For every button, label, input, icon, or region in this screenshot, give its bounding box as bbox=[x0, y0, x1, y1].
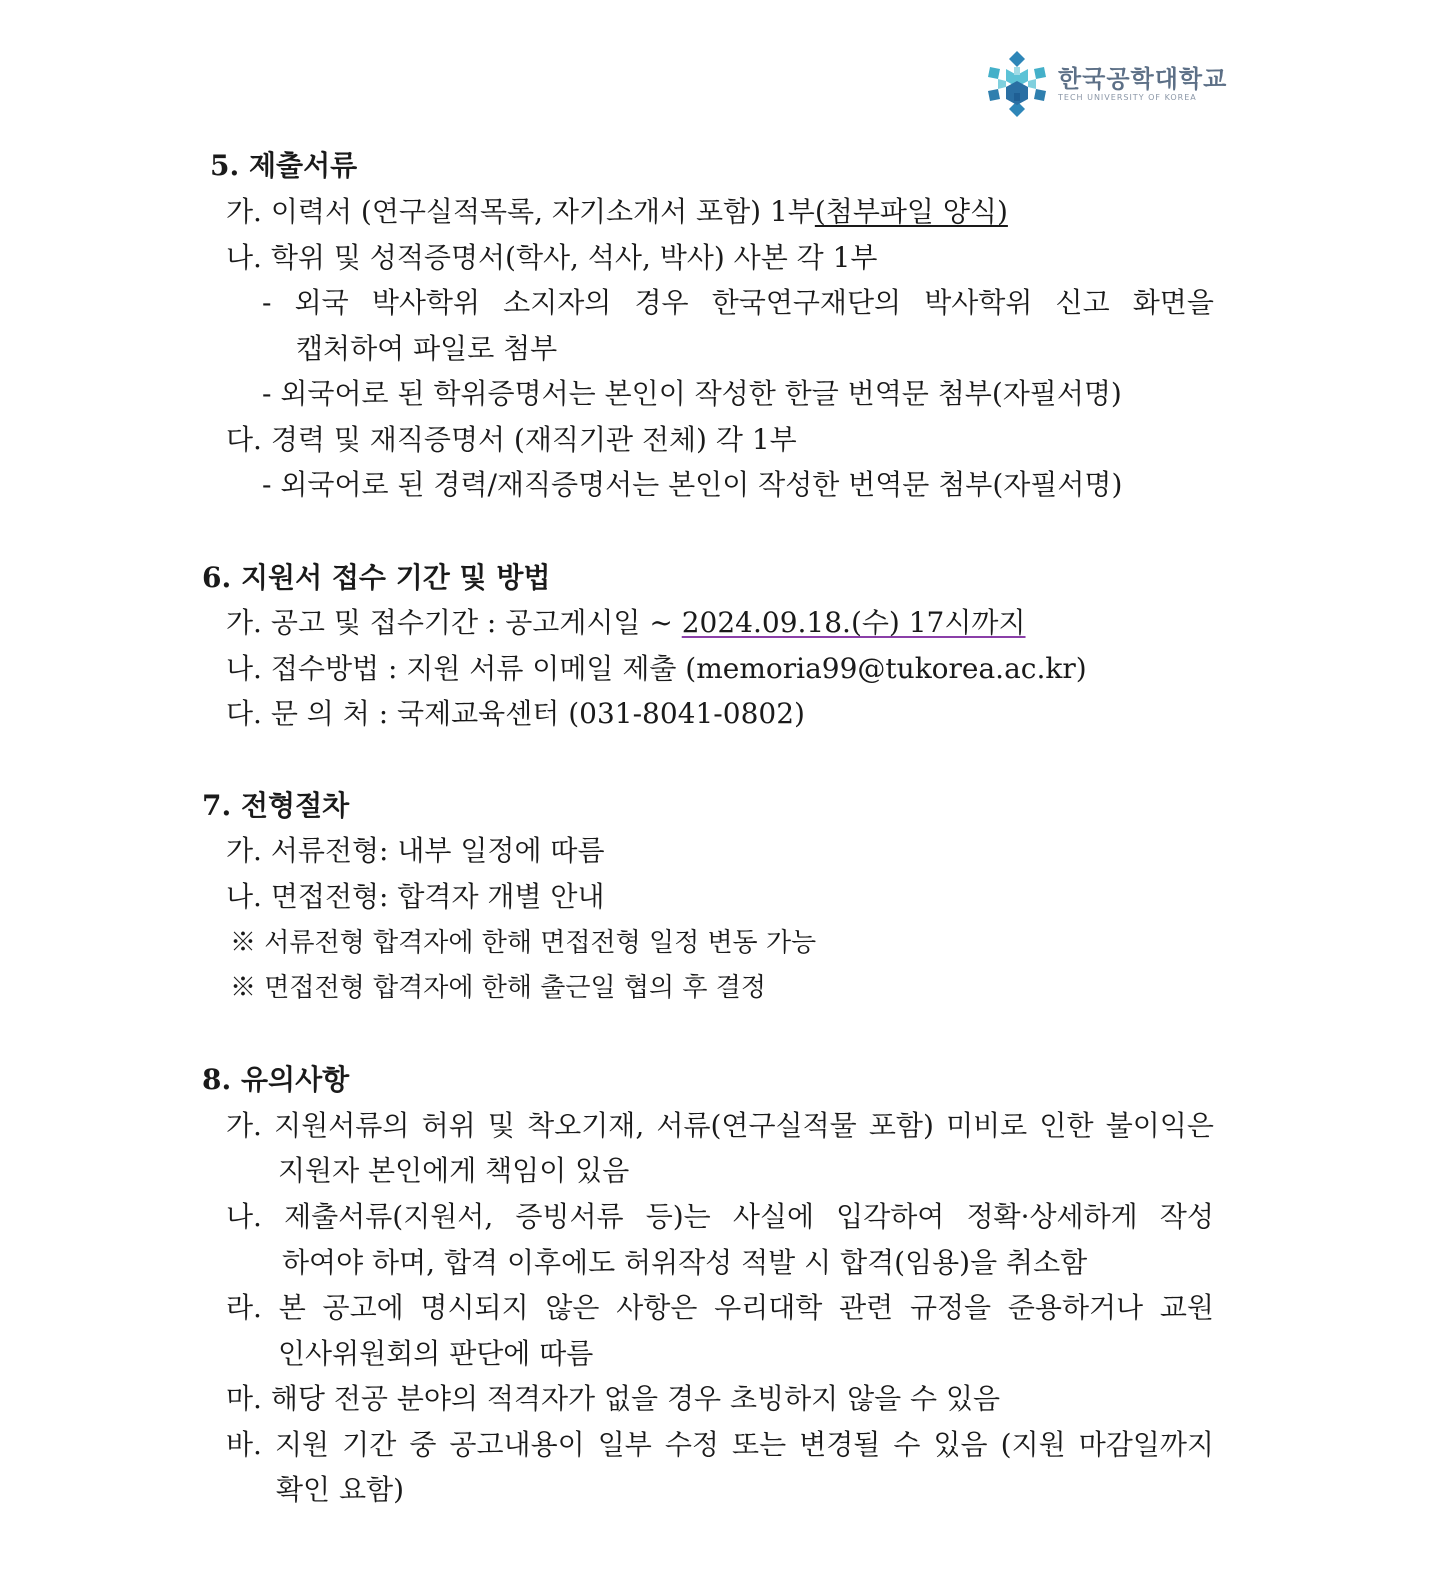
application-deadline: 2024.09.18.(수) 17시까지 bbox=[681, 606, 1026, 639]
word: 사실에 bbox=[732, 1200, 815, 1233]
section-7-note-2: ※ 면접전형 합격자에 한해 출근일 협의 후 결정 bbox=[230, 973, 766, 1003]
word: 및 bbox=[487, 1109, 515, 1142]
word: 신고 bbox=[1055, 286, 1110, 319]
word: 지원 bbox=[275, 1428, 330, 1461]
section-5-item-a-text: 가. 이력서 (연구실적목록, 자기소개서 포함) 1부 bbox=[226, 195, 815, 228]
section-6-item-b: 나. 접수방법 : 지원 서류 이메일 제출 (memoria99@tukorea.ac.kr) bbox=[226, 652, 1087, 685]
section-6-item-a bbox=[226, 603, 1026, 643]
word: 마감일까지 bbox=[1078, 1428, 1214, 1461]
section-8-item-b bbox=[226, 1197, 1214, 1237]
word: 규정을 bbox=[909, 1291, 992, 1324]
word: 경우 bbox=[634, 286, 689, 319]
section-8-item-e bbox=[226, 1425, 1214, 1465]
word: 가. bbox=[226, 1109, 262, 1142]
word: 있음 bbox=[933, 1428, 988, 1461]
section-5-item-b: 나. 학위 및 성적증명서(학사, 석사, 박사) 사본 각 1부 bbox=[226, 241, 878, 274]
word: 사항은 bbox=[616, 1291, 698, 1324]
word: 준용하거나 bbox=[1007, 1291, 1144, 1324]
section-8-title: 8. 유의사항 bbox=[202, 1063, 350, 1096]
section-8-item-d: 마. 해당 전공 분야의 적격자가 없을 경우 초빙하지 않을 수 있음 bbox=[226, 1382, 1001, 1415]
word: 또는 bbox=[732, 1428, 787, 1461]
word: 착오기재, bbox=[527, 1109, 645, 1142]
word: 작성 bbox=[1159, 1200, 1214, 1233]
word: 본 bbox=[278, 1291, 306, 1324]
section-8-item-c bbox=[226, 1288, 1214, 1328]
word: 지원서류의 bbox=[274, 1109, 410, 1142]
section-8-item-a bbox=[226, 1106, 1214, 1146]
section-8-item-e-continued: 확인 요함) bbox=[276, 1473, 405, 1506]
word: 않은 bbox=[545, 1291, 600, 1324]
word: 정확·상세하게 bbox=[966, 1200, 1138, 1233]
section-6-item-a-text: 가. 공고 및 접수기간 : 공고게시일 ~ bbox=[226, 606, 682, 639]
section-6-item-c: 다. 문 의 처 : 국제교육센터 (031-8041-0802) bbox=[226, 697, 805, 730]
section-5-item-c: 다. 경력 및 재직증명서 (재직기관 전체) 각 1부 bbox=[226, 423, 797, 456]
word: 공고에 bbox=[322, 1291, 404, 1324]
university-logo bbox=[984, 46, 1234, 122]
word: 중 bbox=[409, 1428, 437, 1461]
section-8-item-a-continued: 지원자 본인에게 책임이 있음 bbox=[278, 1154, 630, 1187]
word: 우리대학 bbox=[714, 1291, 823, 1324]
logo-name-korean: 한국공학대학교 bbox=[1058, 65, 1228, 93]
word: 불이익은 bbox=[1105, 1109, 1214, 1142]
section-5-title: 5. 제출서류 bbox=[210, 149, 358, 182]
section-5-item-b-sub1 bbox=[262, 283, 1214, 323]
logo-name-english: TECH UNIVERSITY OF KOREA bbox=[1058, 93, 1197, 102]
word: 제출서류(지원서, bbox=[284, 1200, 494, 1233]
word: 명시되지 bbox=[420, 1291, 529, 1324]
section-6-title: 6. 지원서 접수 기간 및 방법 bbox=[202, 561, 551, 594]
word: 한국연구재단의 bbox=[711, 286, 902, 319]
word: 변경될 bbox=[799, 1428, 881, 1461]
word: 증빙서류 bbox=[515, 1200, 624, 1233]
word: 수 bbox=[893, 1428, 921, 1461]
attachment-form-link[interactable]: (첨부파일 양식) bbox=[814, 195, 1008, 228]
section-8-item-c-continued: 인사위원회의 판단에 따름 bbox=[278, 1337, 594, 1370]
word: 입각하여 bbox=[836, 1200, 945, 1233]
word: 관련 bbox=[839, 1291, 894, 1324]
section-7-item-b: 나. 면접전형: 합격자 개별 안내 bbox=[226, 880, 605, 913]
word: 수정 bbox=[664, 1428, 719, 1461]
word: 일부 bbox=[597, 1428, 652, 1461]
word: - bbox=[262, 286, 272, 319]
word: 박사학위 bbox=[371, 286, 481, 319]
word: 공고내용이 bbox=[449, 1428, 585, 1461]
section-5-item-c-sub1: - 외국어로 된 경력/재직증명서는 본인이 작성한 번역문 첨부(자필서명) bbox=[262, 468, 1123, 501]
word: 포함) bbox=[868, 1109, 934, 1142]
word: 등)는 bbox=[645, 1200, 711, 1233]
word: 바. bbox=[226, 1428, 262, 1461]
word: 화면을 bbox=[1132, 286, 1214, 319]
snowflake-emblem-icon bbox=[984, 49, 1050, 119]
word: 서류(연구실적물 bbox=[656, 1109, 857, 1142]
section-5-item-a bbox=[226, 192, 1008, 232]
section-5-item-b-sub1-continued: 캡처하여 파일로 첨부 bbox=[296, 332, 558, 365]
section-7-note-1: ※ 서류전형 합격자에 한해 면접전형 일정 변동 가능 bbox=[230, 928, 817, 958]
word: 소지자의 bbox=[503, 286, 612, 319]
word: 박사학위 bbox=[924, 286, 1033, 319]
word: 라. bbox=[226, 1291, 262, 1324]
word: 나. bbox=[226, 1200, 262, 1233]
word: 외국 bbox=[294, 286, 349, 319]
section-8-item-b-continued: 하여야 하며, 합격 이후에도 허위작성 적발 시 합격(임용)을 취소함 bbox=[282, 1246, 1088, 1279]
section-7-item-a: 가. 서류전형: 내부 일정에 따름 bbox=[226, 834, 605, 867]
word: 허위 bbox=[421, 1109, 476, 1142]
word: 기간 bbox=[342, 1428, 397, 1461]
section-7-title: 7. 전형절차 bbox=[202, 789, 350, 822]
word: 교원 bbox=[1159, 1291, 1214, 1324]
word: (지원 bbox=[1000, 1428, 1066, 1461]
word: 미비로 bbox=[946, 1109, 1028, 1142]
section-5-item-b-sub2: - 외국어로 된 학위증명서는 본인이 작성한 한글 번역문 첨부(자필서명) bbox=[262, 377, 1122, 410]
word: 인한 bbox=[1039, 1109, 1094, 1142]
